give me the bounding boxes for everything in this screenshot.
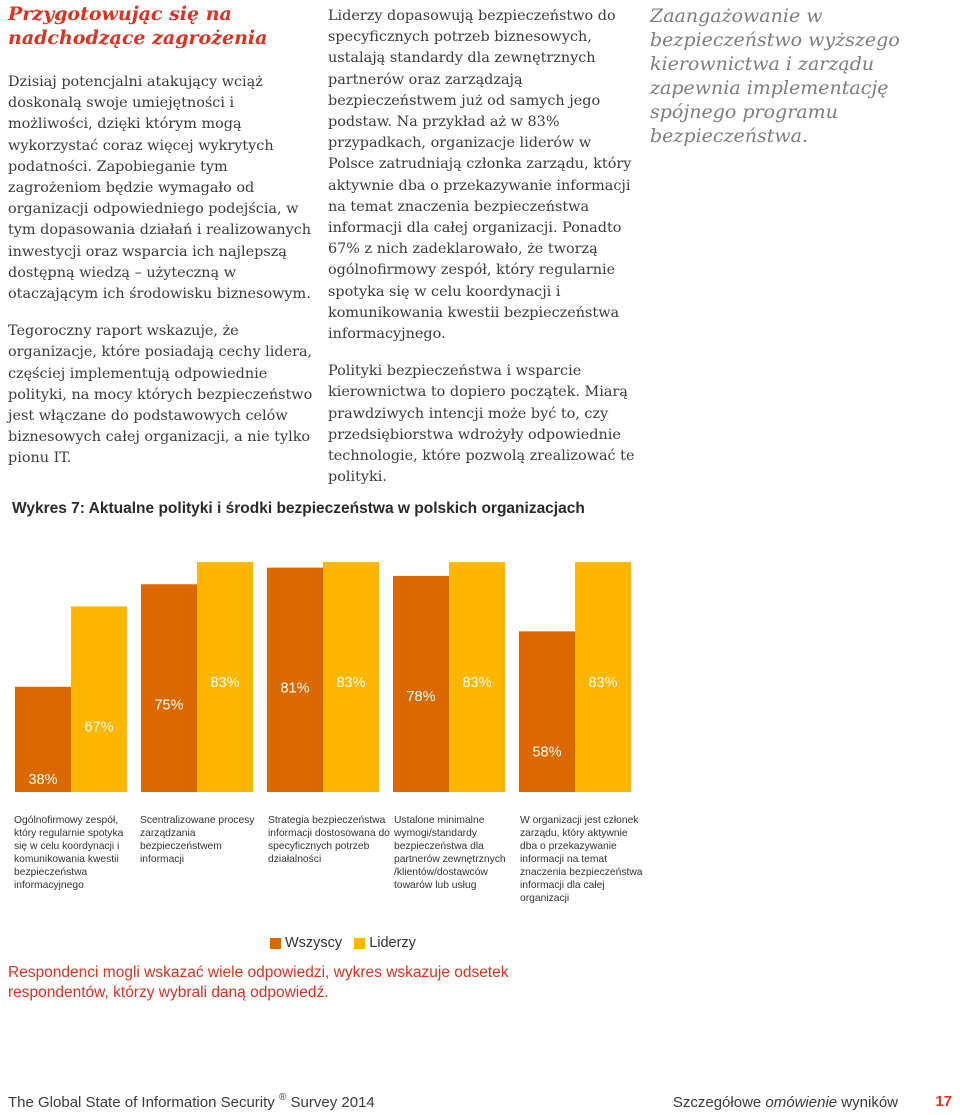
- bar-wszyscy-4: [519, 631, 575, 792]
- right-column: [650, 4, 955, 148]
- paragraph: Tegoroczny raport wskazuje, że organizacje, które posiadają cechy lidera, częściej implementują odpowiednie polityki, na mocy których bezpieczeństwo jest włączane do podstawowych celów biznesowych całej organizacji, a nie tylko pionu IT.: [8, 323, 313, 467]
- category-label: Scentralizowane procesy zarządzania bezpieczeństwem informacji: [140, 815, 255, 865]
- paragraph: Liderzy dopasowują bezpieczeństwo do specyficznych potrzeb biznesowych, ustalają standardy dla zewnętrznych partnerów oraz zarządzają bezpieczeństwem już od samych jego podstaw. Na przykład aż w 83% przypadkach, organizacje liderów w Polsce zatrudniają członka zarządu, który aktywnie dba o przekazywanie informacji na temat znaczenia bezpieczeństwa informacji dla całej organizacji. Ponadto 67% z nich zadeklarowało, że tworzą ogólnofirmowy zespół, który regularnie spotyka się w celu koordynacji i komunikowania kwestii bezpieczeństwa informacyjnego.: [328, 8, 632, 343]
- category-label: W organizacji jest członek zarządu, który aktywnie dba o przekazywanie informacji na temat znaczenia bezpieczeństwa informacji dla całej organizacji: [520, 815, 643, 904]
- footer-section-b: omówienie: [765, 1094, 838, 1111]
- legend-label: Liderzy: [369, 935, 416, 951]
- bar-value-label: 78%: [406, 688, 436, 705]
- section-title: Przygotowując się na nadchodzące zagrożenia: [8, 3, 268, 49]
- footer-section-c: wyników: [837, 1094, 898, 1111]
- bar-liderzy-0: [71, 606, 127, 792]
- pull-quote: Zaangażowanie w bezpieczeństwo wyższego kierownictwa i zarządu zapewnia implementację spójnego programu bezpieczeństwa.: [650, 5, 900, 147]
- bar-value-label: 81%: [280, 680, 310, 697]
- legend-swatch: [354, 938, 365, 949]
- footer-title: [8, 1094, 375, 1111]
- legend-item-wszyscy: [270, 935, 342, 951]
- bar-value-label: 83%: [336, 675, 366, 692]
- category-label: Ogólnofirmowy zespół, który regularnie spotyka się w celu koordynacji i komunikowania kwestii bezpieczeństwa informacyjnego: [14, 815, 124, 891]
- middle-column: [328, 6, 640, 488]
- footer-section: [673, 1094, 898, 1111]
- category-label: Ustalone minimalne wymogi/standardy bezpieczeństwa dla partnerów zewnętrznych /klientów/dostawców towarów lub usług: [394, 815, 506, 891]
- paragraph: Dzisiaj potencjalni atakujący wciąż doskonalą swoje umiejętności i możliwości, dzięki którym mogą wykorzystać coraz więcej wykrytych podatności. Zapobieganie tym zagrożeniom będzie wymagało od organizacji odpowiedniego podejścia, w tym dopasowania działań i realizowanych inwestycji oraz wsparcia ich najlepszą dostępną wiedzą – użyteczną w otaczającym ich środowisku biznesowym.: [8, 74, 312, 303]
- bar-wszyscy-1: [141, 584, 197, 792]
- category-label: Strategia bezpieczeństwa informacji dostosowana do specyficznych potrzeb działalności: [268, 815, 390, 865]
- bar-chart: [0, 540, 960, 792]
- legend-item-liderzy: [354, 935, 416, 951]
- chart-note: Respondenci mogli wskazać wiele odpowiedzi, wykres wskazuje odsetek respondentów, którzy wybrali daną odpowiedź.: [8, 964, 509, 1001]
- footer-text: The Global State of Information Security: [8, 1094, 275, 1111]
- legend-swatch: [270, 938, 281, 949]
- chart-title: Wykres 7: Aktualne polityki i środki bezpieczeństwa w polskich organizacjach: [12, 500, 585, 517]
- bar-wszyscy-3: [393, 576, 449, 792]
- bar-value-label: 83%: [588, 675, 618, 692]
- registered-mark: ®: [278, 1092, 287, 1103]
- bar-value-label: 58%: [532, 744, 562, 761]
- bar-value-label: 75%: [154, 697, 184, 714]
- chart-legend: [270, 935, 428, 951]
- left-column: [8, 0, 320, 470]
- bar-value-label: 83%: [210, 675, 240, 692]
- bar-value-label: 83%: [462, 675, 492, 692]
- footer-survey: Survey 2014: [290, 1094, 375, 1111]
- bar-value-label: 67%: [84, 719, 114, 736]
- page-number: 17: [935, 1093, 952, 1110]
- bar-value-label: 38%: [28, 772, 58, 788]
- legend-label: Wszyscy: [285, 935, 343, 951]
- paragraph: Polityki bezpieczeństwa i wsparcie kierownictwa to dopiero początek. Miarą prawdziwych intencji może być to, czy przedsiębiorstwa wdrożyły odpowiednie technologie, które pozwolą zrealizować te polityki.: [328, 363, 635, 486]
- footer-section-a: Szczegółowe: [672, 1094, 766, 1111]
